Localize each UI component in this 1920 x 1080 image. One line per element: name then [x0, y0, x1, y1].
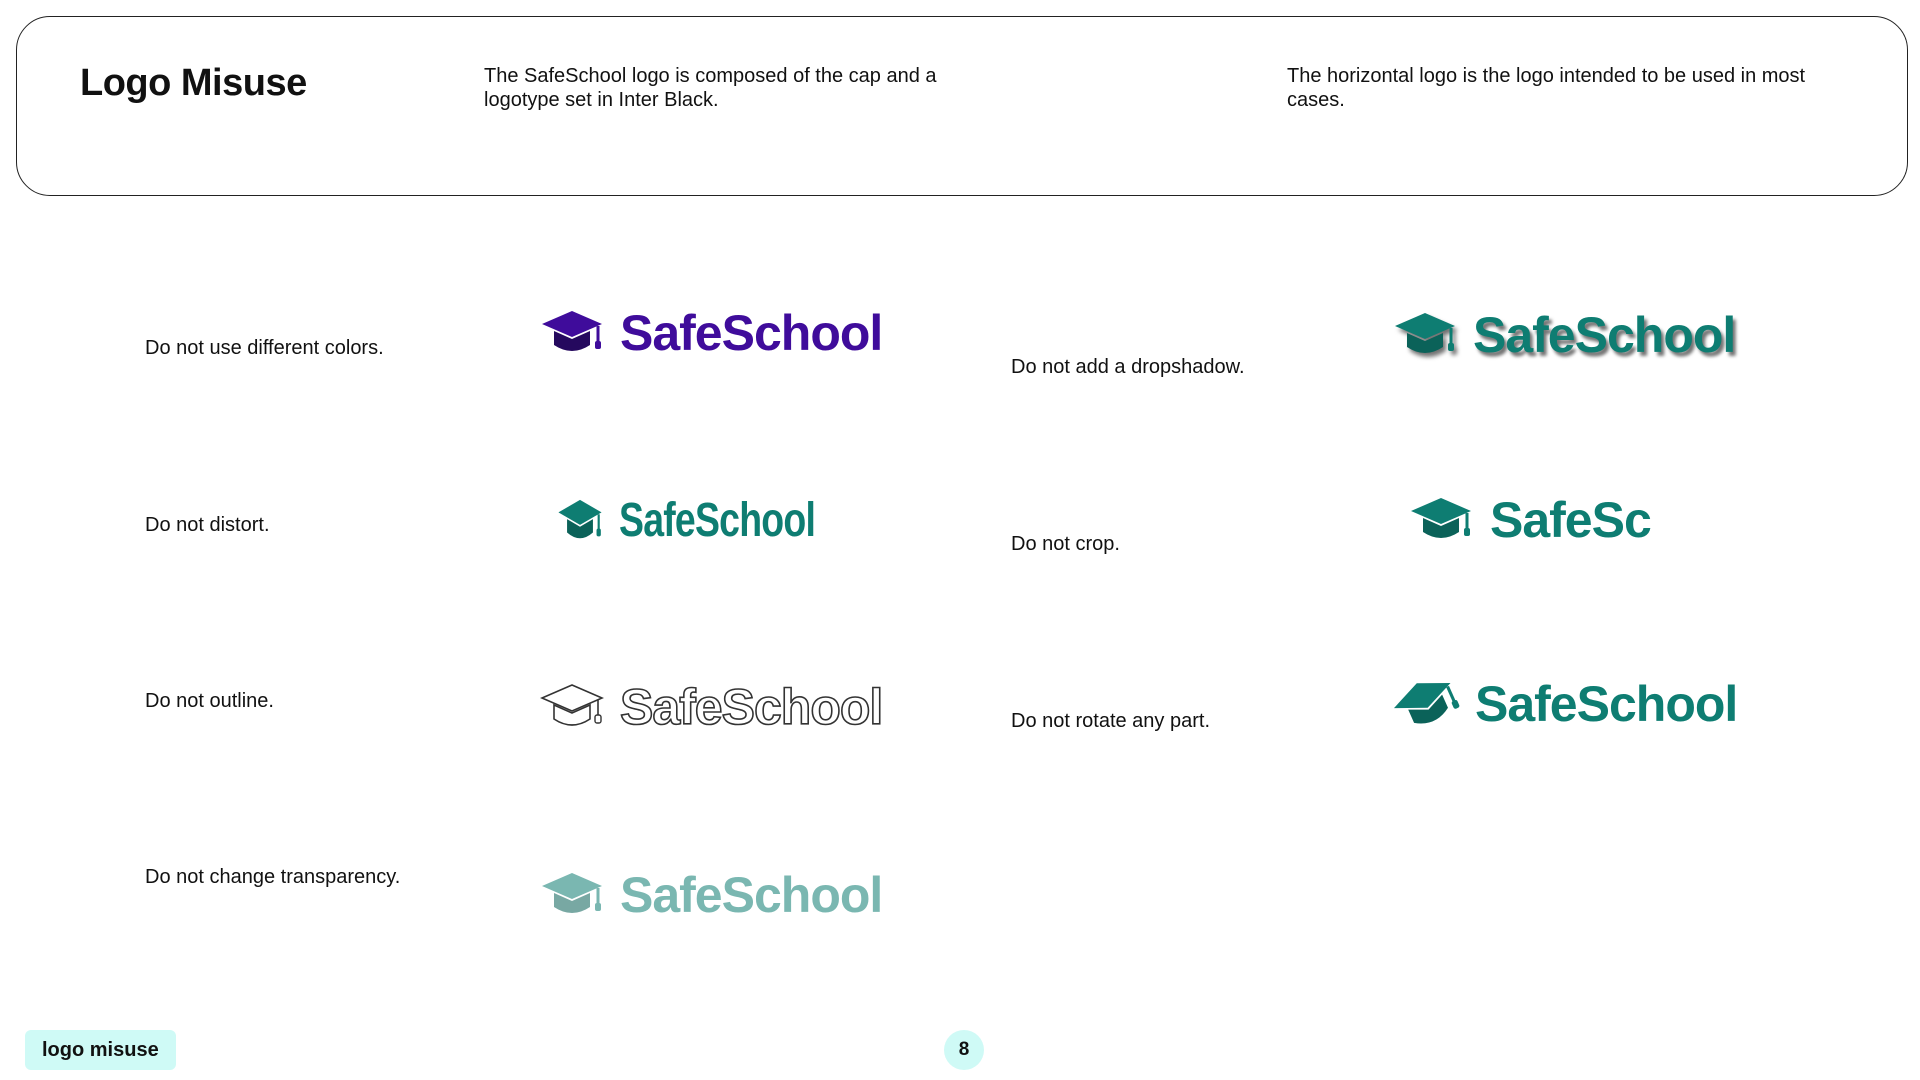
- caption-crop: Do not crop.: [1011, 533, 1120, 555]
- caption-outline: Do not outline.: [145, 690, 274, 712]
- logo-outline: [540, 679, 883, 735]
- logo-distort: [557, 494, 870, 547]
- intro-text-right: The horizontal logo is the logo intended to be used in most cases.: [1287, 65, 1806, 111]
- logo-wordmark: SafeSchool: [619, 494, 816, 547]
- logo-wordmark: SafeSc: [1490, 492, 1651, 548]
- graduation-cap-icon: [1385, 666, 1467, 742]
- caption-transparency: Do not change transparency.: [145, 866, 401, 888]
- logo-wordmark: SafeSchool: [1473, 307, 1736, 363]
- logo-colors: [540, 305, 883, 361]
- graduation-cap-icon: [1408, 496, 1474, 544]
- caption-colors: Do not use different colors.: [145, 337, 384, 359]
- logo-crop: [1408, 492, 1651, 548]
- logo-wordmark: SafeSchool: [620, 305, 883, 361]
- caption-rotate: Do not rotate any part.: [1011, 710, 1211, 732]
- intro-text-left: The SafeSchool logo is composed of the cap and a logotype set in Inter Black.: [484, 65, 937, 111]
- logo-rotate: [1393, 677, 1737, 731]
- graduation-cap-icon: [557, 498, 603, 544]
- graduation-cap-icon: [1393, 311, 1457, 359]
- section-badge: logo misuse: [25, 1030, 176, 1070]
- page-number: 8: [944, 1030, 984, 1070]
- logo-dropshadow: [1393, 307, 1736, 363]
- graduation-cap-icon: [540, 309, 604, 357]
- caption-dropshadow: Do not add a dropshadow.: [1011, 356, 1245, 378]
- logo-wordmark: SafeSchool: [620, 679, 883, 735]
- logo-wordmark: SafeSchool: [620, 867, 883, 923]
- graduation-cap-icon: [540, 683, 604, 731]
- caption-distort: Do not distort.: [145, 514, 270, 536]
- logo-transparency: [540, 867, 883, 923]
- graduation-cap-icon: [540, 871, 604, 919]
- page-title: Logo Misuse: [80, 62, 307, 104]
- logo-wordmark: SafeSchool: [1475, 676, 1738, 732]
